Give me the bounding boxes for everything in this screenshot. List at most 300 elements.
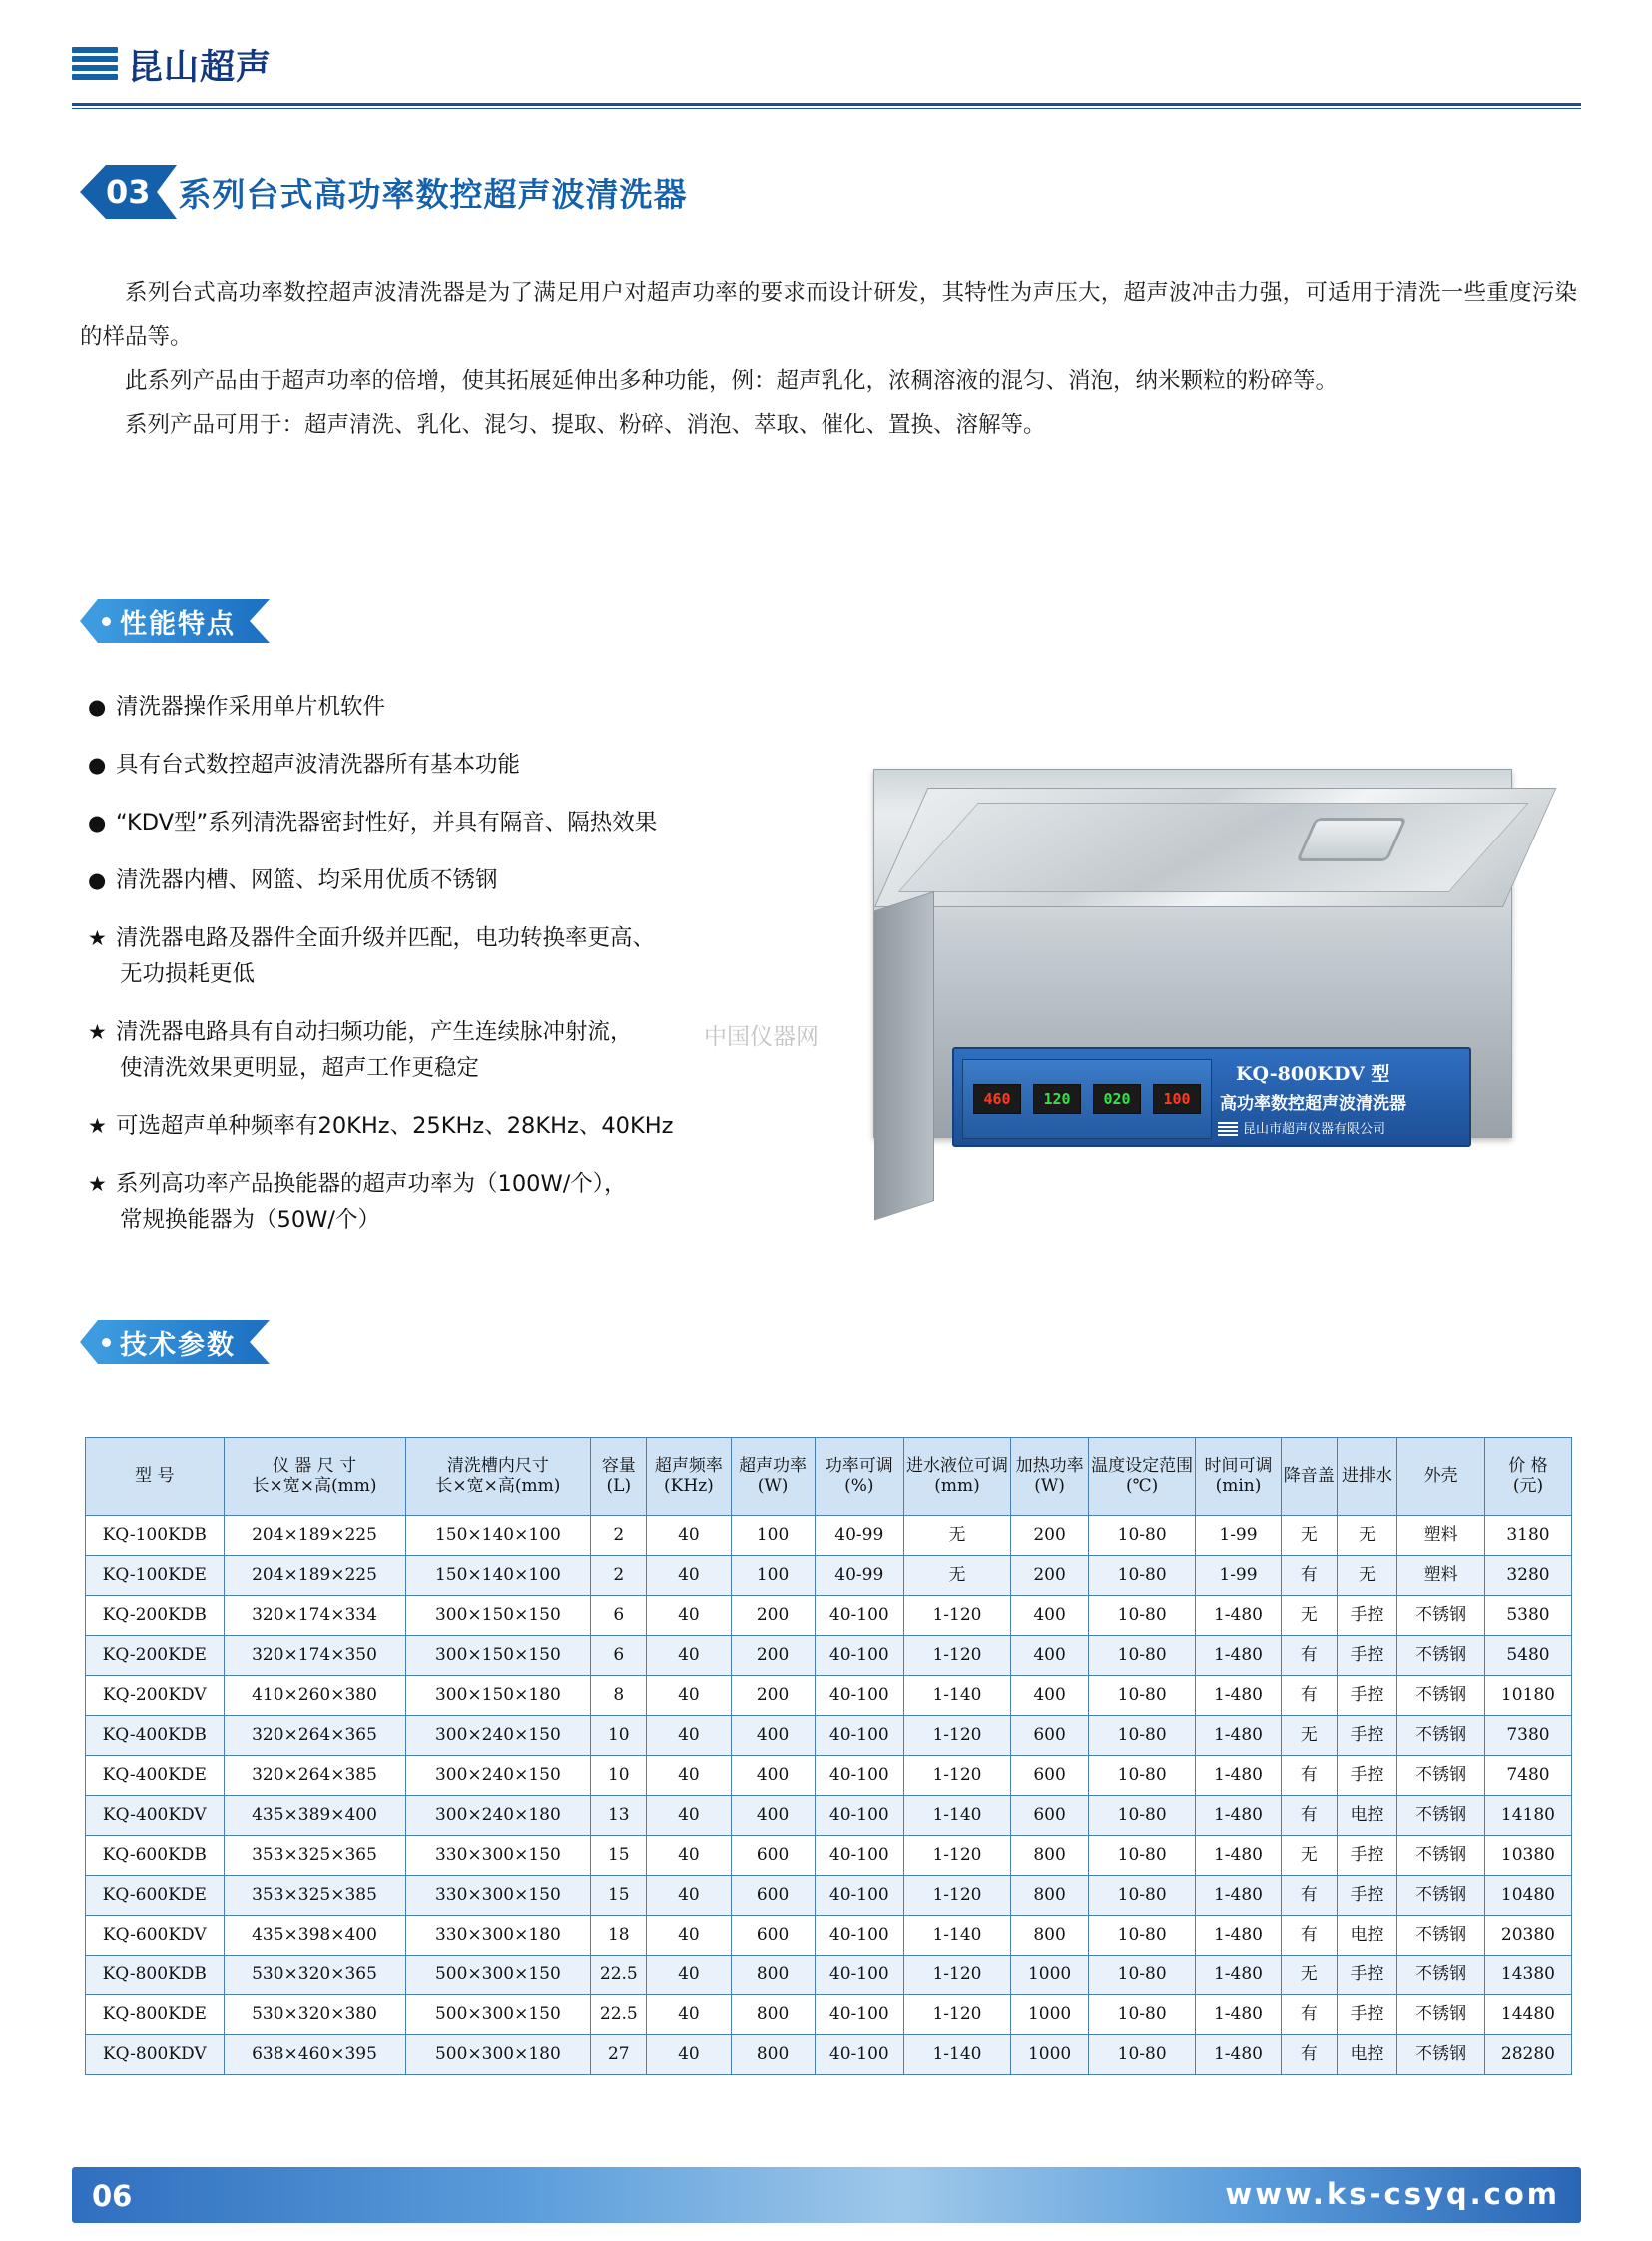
website-url[interactable]: www.ks-csyq.com — [1225, 2177, 1560, 2211]
cell-power: 100 — [731, 1556, 815, 1596]
banner-arrow-icon — [80, 165, 106, 219]
list-item — [88, 1166, 876, 1238]
tag-right-cap-icon — [250, 599, 270, 643]
cell-volume: 10 — [591, 1756, 647, 1796]
cell-heating: 200 — [1010, 1516, 1088, 1556]
intro-paragraph-2: 此系列产品由于超声功率的倍增，使其拓展延伸出多种功能，例：超声乳化，浓稠溶液的混匀、消泡，纳米颗粒的粉碎等。 — [125, 368, 1339, 394]
cell-drain: 电控 — [1337, 2035, 1396, 2075]
wave-lines-logo-icon — [72, 45, 118, 85]
th-frequency: 超声频率 (KHz) — [647, 1438, 731, 1516]
cell-cover: 无 — [1281, 1716, 1337, 1756]
cell-dimensions: 320×174×334 — [224, 1596, 405, 1636]
intro-paragraph-1: 系列台式高功率数控超声波清洗器是为了满足用户对超声功率的要求而设计研发，其特性为声压大，超声波冲击力强，可适用于清洗一些重度污染的样品等。 — [80, 280, 1577, 350]
cell-tank: 300×150×150 — [405, 1636, 591, 1676]
cell-water-level: 1-120 — [903, 1716, 1010, 1756]
cell-drain: 手控 — [1337, 1756, 1396, 1796]
cleaner-side-face — [874, 891, 934, 1220]
cell-model: KQ-600KDE — [86, 1876, 225, 1916]
table-row — [86, 1876, 1572, 1916]
cell-time: 1-480 — [1196, 1756, 1282, 1796]
cell-cover: 有 — [1281, 1756, 1337, 1796]
product-name-label: 高功率数控超声波清洗器 — [1220, 1094, 1406, 1114]
banner-notch-icon — [157, 165, 177, 219]
table-row — [86, 1516, 1572, 1556]
header-divider — [72, 103, 1581, 106]
cell-cover: 有 — [1281, 1916, 1337, 1956]
cell-price: 5380 — [1484, 1596, 1571, 1636]
cell-heating: 400 — [1010, 1636, 1088, 1676]
cell-shell: 不锈钢 — [1397, 1596, 1485, 1636]
cell-volume: 10 — [591, 1716, 647, 1756]
cell-price: 3180 — [1484, 1516, 1571, 1556]
list-item-line1: 清洗器电路具有自动扫频功能，产生连续脉冲射流， — [116, 1019, 633, 1045]
company-label-row — [1218, 1118, 1459, 1137]
table-row — [86, 2035, 1572, 2075]
cell-dimensions: 320×264×365 — [224, 1716, 405, 1756]
cell-volume: 27 — [591, 2035, 647, 2075]
cell-cover: 有 — [1281, 1676, 1337, 1716]
cell-model: KQ-400KDB — [86, 1716, 225, 1756]
cell-power-adjust: 40-100 — [815, 1956, 903, 1995]
cell-heating: 1000 — [1010, 1956, 1088, 1995]
cell-shell: 不锈钢 — [1397, 1995, 1485, 2035]
cell-heating: 400 — [1010, 1596, 1088, 1636]
table-row — [86, 1916, 1572, 1956]
cell-heating: 1000 — [1010, 2035, 1088, 2075]
company-name: 昆山市超声仪器有限公司 — [1243, 1122, 1386, 1137]
cell-time: 1-480 — [1196, 1676, 1282, 1716]
cell-dimensions: 204×189×225 — [224, 1516, 405, 1556]
tag-left-cap-icon — [80, 599, 98, 643]
tag-right-cap-icon — [250, 1320, 270, 1364]
cell-shell: 不锈钢 — [1397, 1716, 1485, 1756]
cell-volume: 15 — [591, 1836, 647, 1876]
cell-water-level: 无 — [903, 1516, 1010, 1556]
cell-frequency: 40 — [647, 1716, 731, 1756]
cell-temp: 10-80 — [1089, 2035, 1196, 2075]
cell-heating: 800 — [1010, 1916, 1088, 1956]
cell-temp: 10-80 — [1089, 1676, 1196, 1716]
cell-time: 1-480 — [1196, 1995, 1282, 2035]
page-header — [0, 0, 1652, 110]
cell-drain: 手控 — [1337, 1956, 1396, 1995]
cell-shell: 塑料 — [1397, 1516, 1485, 1556]
cell-price: 10180 — [1484, 1676, 1571, 1716]
intro-paragraph-3: 系列产品可用于：超声清洗、乳化、混匀、提取、粉碎、消泡、萃取、催化、置换、溶解等。 — [125, 412, 1046, 438]
list-item — [88, 862, 876, 898]
table-row — [86, 1756, 1572, 1796]
cell-water-level: 1-120 — [903, 1596, 1010, 1636]
cell-volume: 2 — [591, 1516, 647, 1556]
cell-frequency: 40 — [647, 1636, 731, 1676]
cell-water-level: 1-120 — [903, 1836, 1010, 1876]
cell-tank: 330×300×180 — [405, 1916, 591, 1956]
cell-frequency: 40 — [647, 1836, 731, 1876]
cell-dimensions: 353×325×385 — [224, 1876, 405, 1916]
cell-power: 600 — [731, 1876, 815, 1916]
cell-temp: 10-80 — [1089, 1516, 1196, 1556]
bullet-dot-icon — [102, 617, 111, 626]
cell-model: KQ-800KDE — [86, 1995, 225, 2035]
cell-frequency: 40 — [647, 1596, 731, 1636]
list-marker: ● — [88, 753, 107, 777]
th-shell: 外壳 — [1397, 1438, 1485, 1516]
cell-power: 400 — [731, 1716, 815, 1756]
cell-power-adjust: 40-100 — [815, 1796, 903, 1836]
list-marker: ★ — [88, 1114, 107, 1138]
cell-model: KQ-200KDV — [86, 1676, 225, 1716]
intro-text — [80, 272, 1577, 447]
cell-temp: 10-80 — [1089, 1796, 1196, 1836]
cell-water-level: 无 — [903, 1556, 1010, 1596]
cell-frequency: 40 — [647, 1516, 731, 1556]
cell-heating: 1000 — [1010, 1995, 1088, 2035]
th-drain: 进排水 — [1337, 1438, 1396, 1516]
list-item — [88, 747, 876, 783]
cell-volume: 22.5 — [591, 1995, 647, 2035]
list-marker: ★ — [88, 926, 107, 950]
cell-model: KQ-400KDV — [86, 1796, 225, 1836]
cell-water-level: 1-120 — [903, 1636, 1010, 1676]
cell-dimensions: 410×260×380 — [224, 1676, 405, 1716]
cell-temp: 10-80 — [1089, 1956, 1196, 1995]
cell-price: 10480 — [1484, 1876, 1571, 1916]
cell-time: 1-480 — [1196, 1716, 1282, 1756]
cell-power: 600 — [731, 1836, 815, 1876]
cell-heating: 600 — [1010, 1756, 1088, 1796]
cell-cover: 有 — [1281, 1556, 1337, 1596]
display-value-1: 460 — [973, 1084, 1021, 1114]
cell-drain: 手控 — [1337, 1716, 1396, 1756]
section-title: 系列台式高功率数控超声波清洗器 — [178, 174, 688, 214]
cell-heating: 400 — [1010, 1676, 1088, 1716]
cell-volume: 2 — [591, 1556, 647, 1596]
cell-water-level: 1-120 — [903, 1876, 1010, 1916]
cell-time: 1-480 — [1196, 1956, 1282, 1995]
cell-time: 1-480 — [1196, 1596, 1282, 1636]
features-section-tag — [80, 599, 270, 643]
cell-volume: 22.5 — [591, 1956, 647, 1995]
specs-tag-label: 技术参数 — [120, 1329, 236, 1361]
list-item-line1: 系列高功率产品换能器的超声功率为（100W/个）， — [116, 1171, 627, 1197]
cell-water-level: 1-120 — [903, 1956, 1010, 1995]
cell-frequency: 40 — [647, 1876, 731, 1916]
list-item-line1: “KDV型”系列清洗器密封性好，并具有隔音、隔热效果 — [116, 810, 658, 836]
cell-water-level: 1-140 — [903, 1916, 1010, 1956]
cell-shell: 塑料 — [1397, 1556, 1485, 1596]
th-temp-range: 温度设定范围 (℃) — [1089, 1438, 1196, 1516]
cell-water-level: 1-140 — [903, 2035, 1010, 2075]
table-row — [86, 1556, 1572, 1596]
cell-tank: 300×240×180 — [405, 1796, 591, 1836]
table-row — [86, 1796, 1572, 1836]
cell-power: 400 — [731, 1756, 815, 1796]
th-tank-dimensions: 清洗槽内尺寸 长×宽×高(mm) — [405, 1438, 591, 1516]
cell-frequency: 40 — [647, 2035, 731, 2075]
cell-shell: 不锈钢 — [1397, 1836, 1485, 1876]
cell-power-adjust: 40-100 — [815, 2035, 903, 2075]
cell-drain: 无 — [1337, 1516, 1396, 1556]
cell-power-adjust: 40-99 — [815, 1516, 903, 1556]
cell-water-level: 1-140 — [903, 1796, 1010, 1836]
display-value-2: 120 — [1033, 1084, 1081, 1114]
cell-dimensions: 530×320×380 — [224, 1995, 405, 2035]
th-water-level: 进水液位可调 (mm) — [903, 1438, 1010, 1516]
cell-power: 200 — [731, 1676, 815, 1716]
panel-labels — [1212, 1057, 1459, 1141]
cell-dimensions: 204×189×225 — [224, 1556, 405, 1596]
list-item-line2: 常规换能器为（50W/个） — [120, 1207, 380, 1233]
specs-section-tag — [80, 1320, 270, 1364]
th-power-adjust: 功率可调 (%) — [815, 1438, 903, 1516]
cell-tank: 300×150×150 — [405, 1596, 591, 1636]
cell-shell: 不锈钢 — [1397, 1876, 1485, 1916]
table-row — [86, 1676, 1572, 1716]
page-number: 06 — [92, 2179, 133, 2213]
cell-model: KQ-800KDB — [86, 1956, 225, 1995]
cell-temp: 10-80 — [1089, 1636, 1196, 1676]
display-value-4: 100 — [1153, 1084, 1201, 1114]
cell-price: 3280 — [1484, 1556, 1571, 1596]
cell-temp: 10-80 — [1089, 1876, 1196, 1916]
brand-logo — [72, 40, 272, 90]
cell-tank: 300×240×150 — [405, 1716, 591, 1756]
cleaner-lid — [874, 788, 1556, 907]
cell-model: KQ-800KDV — [86, 2035, 225, 2075]
cell-time: 1-480 — [1196, 1876, 1282, 1916]
cell-power-adjust: 40-100 — [815, 1596, 903, 1636]
cell-power-adjust: 40-100 — [815, 1676, 903, 1716]
cell-dimensions: 435×389×400 — [224, 1796, 405, 1836]
cell-temp: 10-80 — [1089, 1556, 1196, 1596]
table-row — [86, 1596, 1572, 1636]
cell-power: 600 — [731, 1916, 815, 1956]
cell-time: 1-480 — [1196, 2035, 1282, 2075]
list-item-line1: 具有台式数控超声波清洗器所有基本功能 — [116, 752, 521, 778]
cell-tank: 300×240×150 — [405, 1756, 591, 1796]
th-volume: 容量 (L) — [591, 1438, 647, 1516]
cell-temp: 10-80 — [1089, 1596, 1196, 1636]
bullet-dot-icon — [102, 1338, 111, 1347]
cell-power: 200 — [731, 1636, 815, 1676]
cell-power-adjust: 40-99 — [815, 1556, 903, 1596]
cell-frequency: 40 — [647, 1796, 731, 1836]
section-number: 03 — [106, 165, 157, 219]
cell-drain: 手控 — [1337, 1995, 1396, 2035]
cell-power-adjust: 40-100 — [815, 1636, 903, 1676]
mini-wave-logo-icon — [1218, 1121, 1238, 1135]
cell-time: 1-99 — [1196, 1516, 1282, 1556]
cleaner-body — [873, 769, 1512, 1138]
brand-name: 昆山超声 — [128, 48, 273, 88]
th-sound-cover: 降音盖 — [1281, 1438, 1337, 1516]
cell-price: 7480 — [1484, 1756, 1571, 1796]
header-divider-thin — [72, 108, 1581, 109]
cell-power-adjust: 40-100 — [815, 1995, 903, 2035]
watermark-text: 中国仪器网 — [704, 1024, 819, 1050]
cell-water-level: 1-140 — [903, 1676, 1010, 1716]
th-heating-power: 加热功率 (W) — [1010, 1438, 1088, 1516]
cell-heating: 800 — [1010, 1836, 1088, 1876]
table-body — [86, 1516, 1572, 2075]
cell-temp: 10-80 — [1089, 1756, 1196, 1796]
cell-water-level: 1-120 — [903, 1995, 1010, 2035]
table-row — [86, 1995, 1572, 2035]
cell-heating: 600 — [1010, 1796, 1088, 1836]
cell-dimensions: 530×320×365 — [224, 1956, 405, 1995]
cell-tank: 150×140×100 — [405, 1556, 591, 1596]
cell-power: 400 — [731, 1796, 815, 1836]
features-list — [88, 689, 876, 1260]
cell-power-adjust: 40-100 — [815, 1916, 903, 1956]
cell-water-level: 1-120 — [903, 1756, 1010, 1796]
cell-power: 200 — [731, 1596, 815, 1636]
cell-cover: 有 — [1281, 1796, 1337, 1836]
cell-price: 7380 — [1484, 1716, 1571, 1756]
section-banner — [80, 165, 688, 219]
cell-power-adjust: 40-100 — [815, 1716, 903, 1756]
cell-temp: 10-80 — [1089, 1716, 1196, 1756]
table-row — [86, 1636, 1572, 1676]
cell-time: 1-480 — [1196, 1836, 1282, 1876]
cell-cover: 有 — [1281, 1876, 1337, 1916]
list-item — [88, 1108, 876, 1144]
cell-shell: 不锈钢 — [1397, 1636, 1485, 1676]
cell-drain: 手控 — [1337, 1836, 1396, 1876]
table-row — [86, 1716, 1572, 1756]
cell-dimensions: 353×325×365 — [224, 1836, 405, 1876]
cell-model: KQ-600KDB — [86, 1836, 225, 1876]
cell-cover: 无 — [1281, 1596, 1337, 1636]
cell-tank: 150×140×100 — [405, 1516, 591, 1556]
table-row — [86, 1956, 1572, 1995]
list-marker: ● — [88, 695, 107, 719]
list-marker: ● — [88, 868, 107, 892]
cell-volume: 8 — [591, 1676, 647, 1716]
list-item-line2: 无功损耗更低 — [120, 961, 256, 987]
cell-model: KQ-200KDB — [86, 1596, 225, 1636]
cell-cover: 无 — [1281, 1956, 1337, 1995]
cell-shell: 不锈钢 — [1397, 1756, 1485, 1796]
cell-drain: 手控 — [1337, 1876, 1396, 1916]
cell-tank: 500×300×180 — [405, 2035, 591, 2075]
list-item-line1: 清洗器电路及器件全面升级并匹配，电功转换率更高、 — [116, 925, 656, 951]
cell-drain: 手控 — [1337, 1636, 1396, 1676]
cell-price: 20380 — [1484, 1916, 1571, 1956]
cell-power: 800 — [731, 1956, 815, 1995]
spec-table — [85, 1437, 1572, 2075]
cell-dimensions: 435×398×400 — [224, 1916, 405, 1956]
cell-temp: 10-80 — [1089, 1916, 1196, 1956]
cell-drain: 电控 — [1337, 1916, 1396, 1956]
cell-tank: 300×150×180 — [405, 1676, 591, 1716]
tag-left-cap-icon — [80, 1320, 98, 1364]
cell-power: 800 — [731, 2035, 815, 2075]
cell-drain: 无 — [1337, 1556, 1396, 1596]
cell-time: 1-480 — [1196, 1636, 1282, 1676]
list-marker: ★ — [88, 1020, 107, 1044]
product-image — [704, 709, 1542, 1188]
cell-model: KQ-400KDE — [86, 1756, 225, 1796]
cell-price: 28280 — [1484, 2035, 1571, 2075]
cell-frequency: 40 — [647, 1556, 731, 1596]
cell-price: 10380 — [1484, 1836, 1571, 1876]
list-item — [88, 805, 876, 840]
cell-frequency: 40 — [647, 1676, 731, 1716]
display-value-3: 020 — [1093, 1084, 1141, 1114]
list-item-line2: 使清洗效果更明显，超声工作更稳定 — [120, 1055, 480, 1081]
cell-price: 14180 — [1484, 1796, 1571, 1836]
cell-model: KQ-100KDB — [86, 1516, 225, 1556]
th-power: 超声功率 (W) — [731, 1438, 815, 1516]
page-footer — [0, 2149, 1652, 2241]
th-dimensions: 仪 器 尺 寸 长×宽×高(mm) — [224, 1438, 405, 1516]
cell-shell: 不锈钢 — [1397, 2035, 1485, 2075]
th-model: 型 号 — [86, 1438, 225, 1516]
cell-shell: 不锈钢 — [1397, 1676, 1485, 1716]
cell-dimensions: 320×264×385 — [224, 1756, 405, 1796]
cell-volume: 15 — [591, 1876, 647, 1916]
cell-heating: 800 — [1010, 1876, 1088, 1916]
cell-power: 800 — [731, 1995, 815, 2035]
features-tag-label: 性能特点 — [120, 608, 236, 640]
table-row — [86, 1836, 1572, 1876]
cell-time: 1-480 — [1196, 1796, 1282, 1836]
cell-tank: 500×300×150 — [405, 1995, 591, 2035]
cell-price: 14480 — [1484, 1995, 1571, 2035]
spec-table-wrapper — [85, 1437, 1572, 2075]
cell-power-adjust: 40-100 — [815, 1876, 903, 1916]
cell-cover: 有 — [1281, 1995, 1337, 2035]
cell-heating: 200 — [1010, 1556, 1088, 1596]
cell-tank: 500×300×150 — [405, 1956, 591, 1995]
cleaner-lid-inner — [898, 803, 1529, 892]
cell-tank: 330×300×150 — [405, 1876, 591, 1916]
cell-temp: 10-80 — [1089, 1995, 1196, 2035]
list-item — [88, 920, 876, 992]
cell-time: 1-480 — [1196, 1916, 1282, 1956]
cell-drain: 手控 — [1337, 1596, 1396, 1636]
cell-shell: 不锈钢 — [1397, 1916, 1485, 1956]
control-panel — [952, 1047, 1471, 1147]
th-time-adjust: 时间可调 (min) — [1196, 1438, 1282, 1516]
product-model-label: KQ-800KDV 型 — [1236, 1063, 1390, 1085]
cell-frequency: 40 — [647, 1756, 731, 1796]
cell-model: KQ-100KDE — [86, 1556, 225, 1596]
cell-tank: 330×300×150 — [405, 1836, 591, 1876]
cell-cover: 无 — [1281, 1836, 1337, 1876]
cell-cover: 无 — [1281, 1516, 1337, 1556]
cell-volume: 13 — [591, 1796, 647, 1836]
list-marker: ★ — [88, 1172, 107, 1196]
cell-power-adjust: 40-100 — [815, 1836, 903, 1876]
cell-shell: 不锈钢 — [1397, 1956, 1485, 1995]
cell-power: 100 — [731, 1516, 815, 1556]
cell-power-adjust: 40-100 — [815, 1756, 903, 1796]
cell-heating: 600 — [1010, 1716, 1088, 1756]
cleaner-handle — [1296, 818, 1407, 861]
list-item-line1: 清洗器操作采用单片机软件 — [116, 694, 386, 720]
cell-model: KQ-200KDE — [86, 1636, 225, 1676]
list-marker: ● — [88, 811, 107, 835]
cell-model: KQ-600KDV — [86, 1916, 225, 1956]
list-item — [88, 689, 876, 725]
cell-shell: 不锈钢 — [1397, 1796, 1485, 1836]
cell-volume: 6 — [591, 1596, 647, 1636]
cell-dimensions: 320×174×350 — [224, 1636, 405, 1676]
cell-frequency: 40 — [647, 1956, 731, 1995]
table-header-row — [86, 1438, 1572, 1516]
